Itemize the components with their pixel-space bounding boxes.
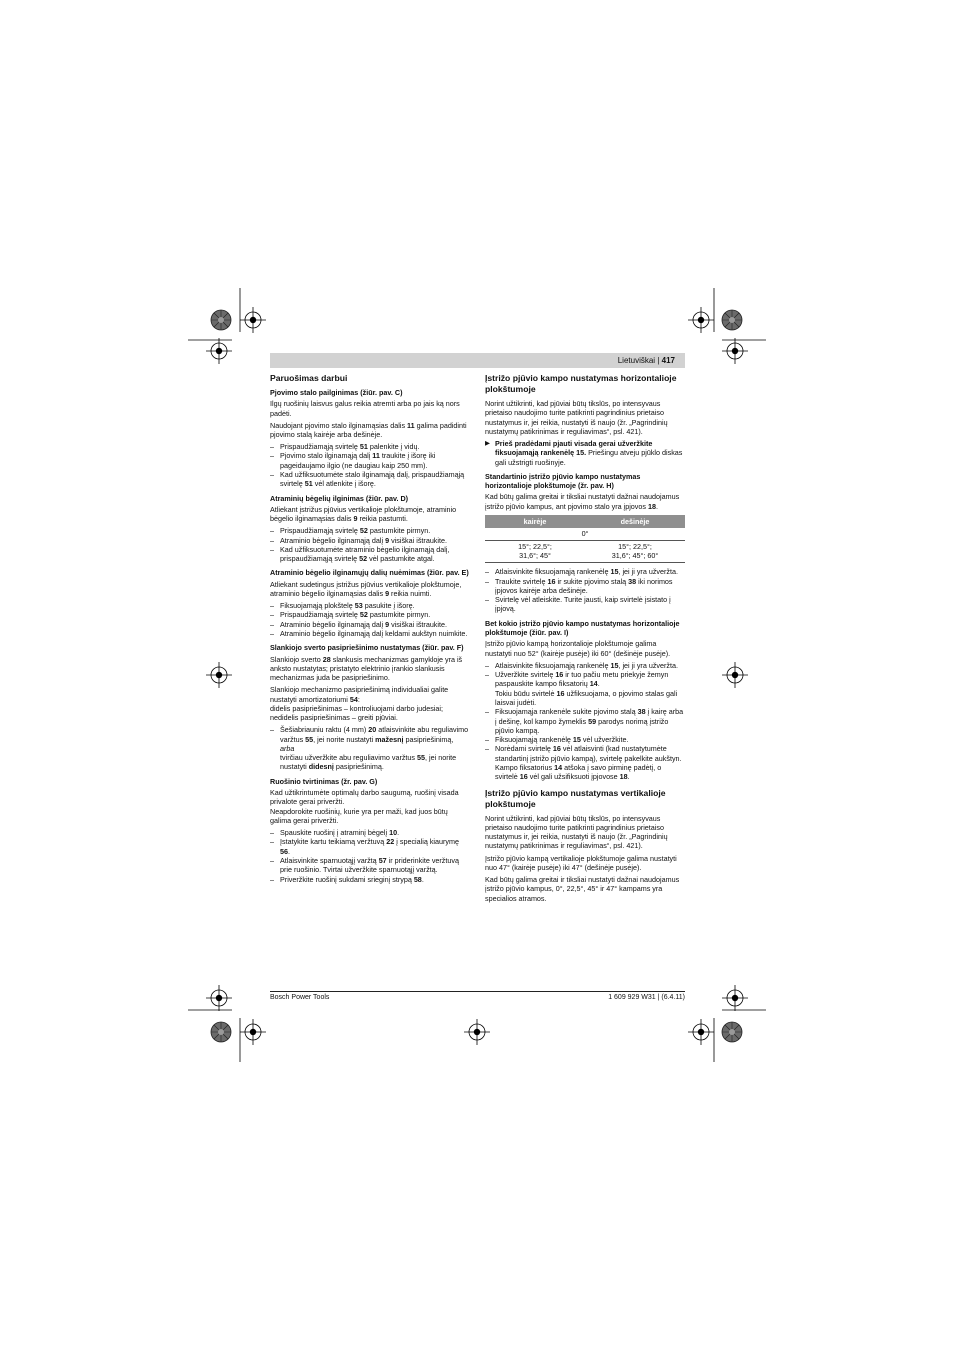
header-separator: |: [657, 356, 660, 365]
left-column: [270, 373, 470, 887]
list: [270, 828, 470, 884]
paragraph: Įstrižo pjūvio kampą vertikalioje plokštumoje galima nustatyti nuo 47° (kairėje pusėje) iki 47° (dešinėje pusėje).: [485, 853, 677, 872]
warning-item: ▶ Prieš pradėdami pjauti visada gerai užveržkite fiksuojamąją rankenėlę 15. Priešingu atveju pjūklo diskas gali užstrigti ruošinyje.: [485, 438, 683, 467]
triangle-bullet-icon: ▶: [485, 439, 490, 447]
heading-table-extension: Pjovimo stalo pailginimas (žiūr. pav. C): [270, 388, 403, 397]
section-title-horizontal-mitre: Įstrižo pjūvio kampo nustatymas horizontalioje plokštumoje: [485, 373, 677, 394]
list: [270, 601, 470, 638]
list-item: – Priveržkite ruošinį sukdami srieginį strypą 58.: [270, 875, 470, 884]
list-item: – Norėdami svirtelę 16 vėl atlaisvinti (kad nustatytumėte standartinį įstrižo pjūvio kampą), svirtelę pakelkite aukštyn. Kampo fiksatorius 14 atšoka į savo pirminę padėtį, o svirtelė 16 vėl gali užsifiksuoti įpjovose 18.: [485, 744, 685, 781]
paragraph: Slankiojo mechanizmo pasipriešinimą individualiai galite nustatyti amortizatoriumi 54: didelis pasipriešinimas – kontroliuojami darbo judesiai; nedidelis pasipriešinimas – greiti pjūviai.: [270, 685, 449, 723]
page-header: [270, 353, 685, 368]
list-item: – Svirtelę vėl atleiskite. Turite jausti, kaip svirtelė įsistato į įpjovą.: [485, 595, 685, 614]
list-item: – Šešiabriauniu raktu (4 mm) 20 atlaisvinkite abu reguliavimo varžtus 55, jei norite nustatyti mažesnį pasipriešinimą, arba tvirčiau užveržkite abu reguliavimo varžtus 55, jei norite nustatyti didesnį pasipriešinimą.: [270, 725, 470, 771]
list-item: – Įstatykite kartu teikiamą veržtuvą 22 į specialią kiaurymę 56.: [270, 837, 470, 856]
list-item: – Prispaudžiamąją svirtelę 52 pastumkite pirmyn.: [270, 610, 470, 619]
list: [270, 725, 470, 771]
footer-brand: Bosch Power Tools: [270, 994, 330, 1001]
paragraph: Ilgų ruošinių laisvus galus reikia atremti arba po jais ką nors padėti.: [270, 399, 460, 418]
section-title-preparation: Paruošimas darbui: [270, 373, 348, 383]
paragraph: Atliekant įstrižus pjūvius vertikalioje plokštumoje, atraminio bėgelio ilginamąsias dalis 9 reikia pastumti.: [270, 504, 457, 524]
list-item: – Spauskite ruošinį į atraminį bėgelį 10.: [270, 828, 470, 837]
heading-workpiece-clamping: Ruošinio tvirtinimas (žr. pav. G): [270, 776, 378, 786]
heading-any-mitre: Bet kokio įstrižo pjūvio kampo nustatymas horizontalioje plokštumoje (žiūr. pav. I): [485, 618, 680, 638]
angle-table: [485, 515, 685, 563]
section-title-vertical-bevel: Įstrižo pjūvio kampo nustatymas vertikalioje plokštumoje: [485, 787, 666, 809]
list-item: – Fiksuojamąją rankenėlę 15 vėl užveržkite.: [485, 735, 685, 744]
paragraph: Naudojant pjovimo stalo ilginamąsias dalis 11 galima padidinti pjovimo stalą kairėje arba dešinėje.: [270, 420, 467, 439]
header-text: [618, 354, 675, 367]
page-number: 417: [661, 356, 675, 365]
heading-fence-extension: Atraminių bėgelių ilginimas (žiūr. pav. D): [270, 493, 409, 503]
list-item: – Atlaisvinkite sparnuotąjį varžtą 57 ir priderinkite veržtuvą prie ruošinio. Tvirtai užveržkite sparnuotąjį varžtą.: [270, 856, 470, 875]
paragraph: Kad užtikrintumėte optimalų darbo saugumą, ruošinį visada privalote gerai priveržti. Neapdorokite ruošinių, kurie yra per maži, kad juos būtų galima gerai priveržti.: [270, 788, 459, 825]
list-item: – Kad užfiksuotumėte stalo ilginamąją dalį, prispaudžiamąją svirtelę 51 vėl atlenkite į išorę.: [270, 470, 470, 489]
right-column: [485, 373, 685, 906]
heading-standard-mitre: Standartinio įstrižo pjūvio kampo nustatymas horizontalioje plokštumoje (žr. pav. H): [485, 471, 641, 491]
paragraph: Kad būtų galima greitai ir tiksliai nustatyti dažnai naudojamus įstrižo pjūvio kampus, 0°, 22,5°, 45° ir 47° kampams yra specialios atramos.: [485, 874, 680, 903]
table-cell-center: 0°: [485, 528, 685, 540]
list: [270, 442, 470, 488]
list-item: – Fiksuojamąja rankenėle sukite pjovimo stalą 38 į kairę arba į dešinę, kol kampo žymeklis 59 parodys norimą įstrižo pjūvio kampą.: [485, 707, 685, 735]
paragraph: Norint užtikrinti, kad pjūviai būtų tikslūs, po intensyvaus prietaiso naudojimo turite patikrinti pagrindinius prietaiso nustatymus ir, jei reikia, nustatyti iš naujo (žr. „Pagrindinių nustatymų patikrinimas ir reguliavimas“, psl. 421).: [485, 399, 668, 436]
paragraph: Įstrižo pjūvio kampą horizontalioje plokštumoje galima nustatyti nuo 52° (kairėje pusėje) iki 60° (dešinėje pusėje).: [485, 639, 671, 658]
paragraph: Atliekant sudetingus įstrižus pjūvius vertikalioje plokštumoje, atraminio bėgelio ilginamąsias dalis 9 reikia nuimti.: [270, 579, 462, 599]
list-item: – Fiksuojamąją plokštelę 53 pasukite į išorę.: [270, 601, 470, 610]
list-item: – Prispaudžiamąją svirtelę 51 palenkite į vidų.: [270, 442, 470, 451]
heading-slide-resistance: Slankiojo sverto pasipriešinimo nustatymas (žiūr. pav. F): [270, 643, 464, 653]
header-language: Lietuviškai: [617, 356, 656, 365]
heading-fence-removal: Atraminio bėgelio ilginamųjų dalių nuėmimas (žiūr. pav. E): [270, 568, 469, 578]
paragraph: Kad būtų galima greitai ir tiksliai nustatyti dažnai naudojamus įstrižo pjūvio kampus, ant pjovimo stalo yra įpjovos 18.: [485, 492, 680, 511]
paragraph: Norint užtikrinti, kad pjūviai būtų tikslūs, po intensyvaus prietaiso naudojimo turite patikrinti pagrindinius prietaiso nustatymus ir, jei reikia, nustatyti iš naujo (žr. „Pagrindinių nustatymų patikrinimas ir reguliavimas“, psl. 421).: [485, 813, 668, 851]
list-item: – Atraminio bėgelio ilginamąją dalį keldami aukštyn nuimkite.: [270, 629, 470, 638]
list-item: – Atlaisvinkite fiksuojamąją rankenėlę 15, jei ji yra užveržta.: [485, 567, 685, 576]
list-item: – Prispaudžiamąją svirtelę 52 pastumkite pirmyn.: [270, 526, 470, 535]
list-item: – Atlaisvinkite fiksuojamąją rankenėlę 15, jei ji yra užveržta.: [485, 661, 685, 670]
paragraph: Slankiojo sverto 28 slankusis mechanizmas gamykloje yra iš anksto nustatytas; pristatyto elektrinio įrankio slankusis mechanizmas juda be pasipriešinimo.: [270, 654, 463, 683]
footer-rule: [270, 991, 685, 992]
table-cell-right: 15°; 22,5°; 31,6°; 45°; 60°: [585, 540, 685, 563]
table-header-left: kairėje: [485, 515, 585, 528]
list: [270, 526, 470, 563]
list-item: – Atraminio bėgelio ilginamąją dalį 9 visiškai ištraukite.: [270, 536, 470, 545]
list-item: – Užveržkite svirtelę 16 ir tuo pačiu metu priekyje žemyn paspauskite kampo fiksatorių 14. Tokiu būdu svirtelė 16 užfiksuojama, o pjovimo stalas gali laisvai judėti.: [485, 670, 685, 707]
table-cell-left: 15°; 22,5°; 31,6°; 45°: [485, 540, 585, 563]
list-item: – Traukite svirtelę 16 ir sukite pjovimo stalą 38 iki norimos įpjovos kairėje arba dešinėje.: [485, 577, 685, 596]
list-item: – Pjovimo stalo ilginamąją dalį 11 traukite į išorę iki pageidaujamo ilgio (ne daugiau kaip 250 mm).: [270, 451, 470, 470]
list-item: – Kad užfiksuotumėte atraminio bėgelio ilginamąją dalį, prispaudžiamąją svirtelę 52 vėl pastumkite atgal.: [270, 545, 470, 564]
footer-doc-number: 1 609 929 W31 | (6.4.11): [608, 994, 685, 1001]
list: [485, 567, 685, 613]
table-header-right: dešinėje: [585, 515, 685, 528]
list: [485, 661, 685, 782]
list-item: – Atraminio bėgelio ilginamąją dalį 9 visiškai ištraukite.: [270, 620, 470, 629]
